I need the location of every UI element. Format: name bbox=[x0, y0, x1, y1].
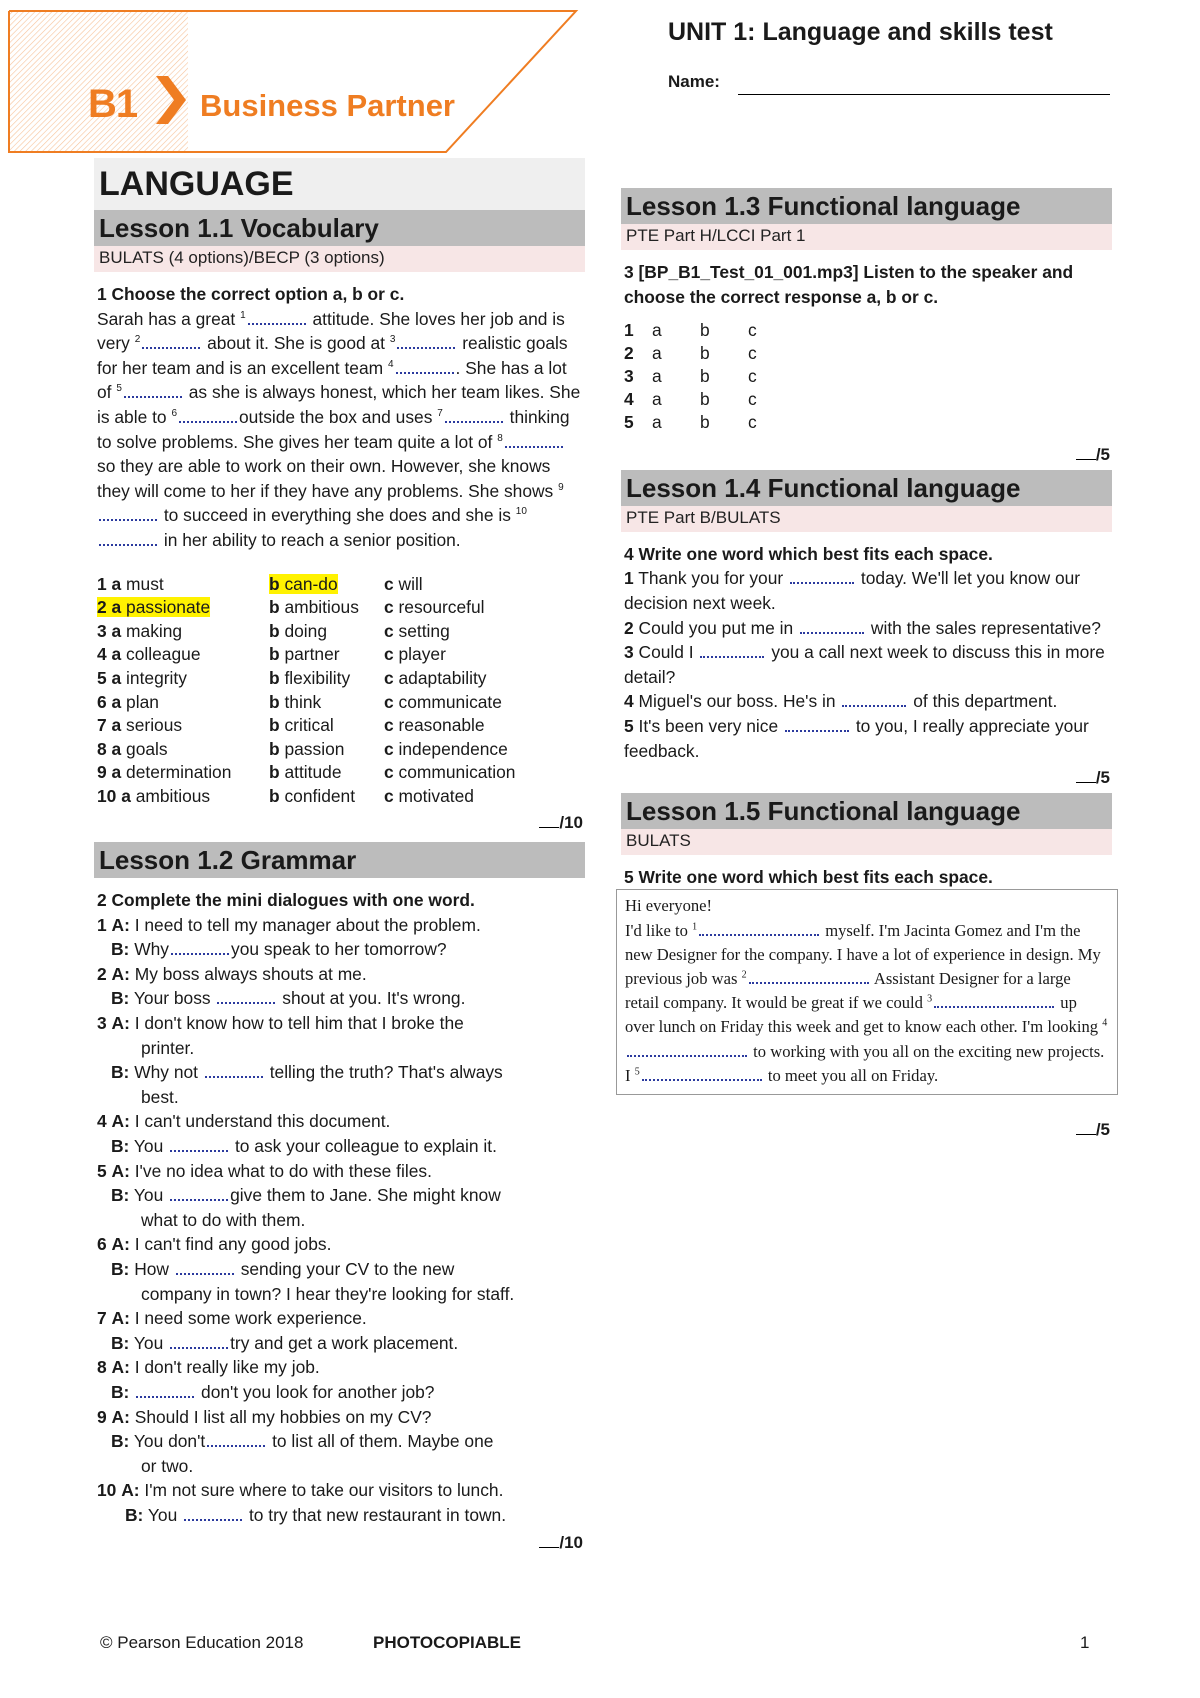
option-row: 2 a passionate b ambitious c resourceful bbox=[97, 597, 485, 618]
gap-7[interactable] bbox=[445, 411, 503, 423]
answer-gap[interactable] bbox=[176, 1263, 234, 1275]
gap-1[interactable] bbox=[248, 313, 306, 325]
score-4: /5 bbox=[624, 765, 1112, 791]
answer-row[interactable]: 4 a b c bbox=[624, 389, 757, 410]
option-row: 3 a making b doing c setting bbox=[97, 620, 450, 641]
footer-copyright: © Pearson Education 2018 bbox=[100, 1633, 304, 1652]
answer-gap[interactable] bbox=[170, 1140, 228, 1152]
dialogue-item: 1 A: I need to tell my manager about the problem. B: Why you speak to her tomorrow? bbox=[97, 914, 481, 960]
lesson-1-3-subtitle: PTE Part H/LCCI Part 1 bbox=[621, 224, 1112, 250]
dialogue-item: 3 A: I don't know how to tell him that I broke the printer. B: Why not telling the truth? That's always best. bbox=[97, 1013, 503, 1107]
answer-gap[interactable] bbox=[934, 996, 1054, 1008]
gap-4[interactable] bbox=[396, 362, 454, 374]
score-blank[interactable] bbox=[1076, 1117, 1096, 1135]
score-blank[interactable] bbox=[1076, 442, 1096, 460]
lesson-1-3-title: Lesson 1.3 Functional language bbox=[621, 188, 1112, 224]
task-4-instruction: 4 Write one word which best fits each space. bbox=[624, 543, 993, 564]
dialogue-item: 2 A: My boss always shouts at me. B: Your boss shout at you. It's wrong. bbox=[97, 963, 466, 1009]
logo-name: Business Partner bbox=[200, 88, 455, 123]
answer-gap[interactable] bbox=[217, 992, 275, 1004]
email-text: Hi everyone! I'd like to $^1$ myself. I'm Jacinta Gomez and I'm the new Designer for the company. I have a lot of experience in design. My previous job was $^2$ Assistant Designer for a large retail company. It would be great if we could $^3$ up over lunch on Friday this week and get to know each other. I'm looking $^4$ to working with you all on the exciting new projects. I $^5$ to meet you all on Friday. bbox=[616, 889, 1118, 1095]
gap-6[interactable] bbox=[179, 411, 237, 423]
lesson-1-5-subtitle: BULATS bbox=[621, 829, 1112, 855]
lesson-1-4-title: Lesson 1.4 Functional language bbox=[621, 470, 1112, 506]
gap-9[interactable] bbox=[99, 509, 157, 521]
task-1-instruction: 1 Choose the correct option a, b or c. bbox=[97, 284, 405, 304]
gap-sentence: 3 Could I you a call next week to discuss this in more detail? bbox=[624, 642, 1105, 687]
dialogue-item: 8 A: I don't really like my job. B: don't you look for another job? bbox=[97, 1357, 435, 1402]
option-row: 7 a serious b critical c reasonable bbox=[97, 715, 485, 736]
name-field[interactable] bbox=[738, 94, 1110, 95]
name-label: Name: bbox=[668, 72, 720, 91]
answer-row[interactable]: 3 a b c bbox=[624, 366, 757, 387]
gap-sentence: 1 Thank you for your today. We'll let you know our decision next week. bbox=[624, 568, 1081, 613]
dialogue-item: 9 A: Should I list all my hobbies on my CV? B: You don't to list all of them. Maybe one or two. bbox=[97, 1406, 494, 1476]
task-4-items bbox=[624, 566, 1112, 763]
score-blank[interactable] bbox=[1076, 765, 1096, 783]
answer-gap[interactable] bbox=[699, 924, 819, 936]
task-3-instruction: 3 [BP_B1_Test_01_001.mp3] Listen to the speaker and choose the correct response a, b or c. bbox=[624, 262, 1074, 307]
gap-sentence: 5 It's been very nice to you, I really appreciate your feedback. bbox=[624, 715, 1089, 761]
dialogue-item: 6 A: I can't find any good jobs. B: How sending your CV to the new company in town? I hear they're looking for staff. bbox=[97, 1234, 515, 1304]
lesson-1-5-title: Lesson 1.5 Functional language bbox=[621, 793, 1112, 829]
lesson-1-1-title: Lesson 1.1 Vocabulary bbox=[94, 210, 585, 246]
answer-gap[interactable] bbox=[171, 943, 229, 955]
task-2-dialogues bbox=[97, 913, 585, 1528]
lesson-1-4-subtitle: PTE Part B/BULATS bbox=[621, 506, 1112, 532]
answer-gap[interactable] bbox=[800, 622, 864, 634]
task-1-options bbox=[97, 573, 585, 809]
section-heading: LANGUAGE bbox=[94, 158, 585, 210]
answer-gap[interactable] bbox=[785, 720, 849, 732]
lesson-1-1-subtitle: BULATS (4 options)/BECP (3 options) bbox=[94, 246, 585, 272]
gap-sentence: 4 Miguel's our boss. He's in of this department. bbox=[624, 691, 1058, 712]
answer-gap[interactable] bbox=[627, 1045, 747, 1057]
gap-sentence: 2 Could you put me in with the sales representative? bbox=[624, 617, 1101, 638]
option-row: 5 a integrity b flexibility c adaptability bbox=[97, 667, 487, 688]
answer-gap[interactable] bbox=[749, 972, 869, 984]
task-1-text: Sarah has a great $^1$ attitude. She loves her job and is very $^2$ about it. She is good at $^3$ realistic goals for her team and is an excellent team $^4$ . She has a lot of $^5$ as she is always honest, which her team likes. She is able to $^6$ outside the box and uses $^7$ thinking to solve problems. She gives her team quite a lot of $^8$ so they are able to work on their own. However, she knows they will come to her if they have any problems. She shows $^9$ to succeed in everything she does and she is $^{10}$ in her ability to reach a senior position. bbox=[97, 308, 581, 550]
brand-logo bbox=[8, 10, 578, 152]
score-3: /5 bbox=[624, 442, 1112, 468]
footer-photocopiable: PHOTOCOPIABLE bbox=[373, 1633, 521, 1652]
right-column bbox=[624, 188, 1112, 1143]
dialogue-item: 4 A: I can't understand this document. B: You to ask your colleague to explain it. bbox=[97, 1111, 497, 1156]
option-row: 4 a colleague b partner c player bbox=[97, 644, 446, 665]
option-row: 10 a ambitious b confident c motivated bbox=[97, 785, 474, 806]
gap-10[interactable] bbox=[99, 534, 157, 546]
option-row: 1 a must b can-do c will bbox=[97, 573, 423, 594]
answer-row[interactable]: 2 a b c bbox=[624, 343, 757, 364]
answer-gap[interactable] bbox=[207, 1435, 265, 1447]
page-number: 1 bbox=[1080, 1633, 1090, 1652]
task-5-instruction: 5 Write one word which best fits each space. bbox=[624, 866, 993, 887]
answer-gap[interactable] bbox=[184, 1509, 242, 1521]
answer-gap[interactable] bbox=[790, 572, 854, 584]
dialogue-item: 7 A: I need some work experience. B: You try and get a work placement. bbox=[97, 1308, 459, 1353]
lesson-1-2-title: Lesson 1.2 Grammar bbox=[94, 842, 585, 878]
gap-2[interactable] bbox=[142, 337, 200, 349]
answer-row[interactable]: 5 a b c bbox=[624, 412, 757, 433]
task-3-answers bbox=[624, 319, 1112, 434]
score-1: /10 bbox=[97, 810, 585, 836]
score-blank[interactable] bbox=[539, 810, 559, 828]
option-row: 8 a goals b passion c independence bbox=[97, 738, 508, 759]
answer-gap[interactable] bbox=[136, 1386, 194, 1398]
left-column bbox=[97, 158, 585, 1555]
score-2: /10 bbox=[97, 1530, 585, 1556]
gap-3[interactable] bbox=[397, 337, 455, 349]
answer-gap[interactable] bbox=[170, 1189, 228, 1201]
logo-level: B1 bbox=[88, 82, 138, 126]
score-blank[interactable] bbox=[539, 1530, 559, 1548]
gap-8[interactable] bbox=[505, 436, 563, 448]
gap-5[interactable] bbox=[124, 386, 182, 398]
score-5: /5 bbox=[624, 1117, 1112, 1143]
answer-gap[interactable] bbox=[700, 646, 764, 658]
dialogue-item: 10 A: I'm not sure where to take our visitors to lunch. B: You to try that new restaurant in town. bbox=[97, 1480, 507, 1525]
task-2-instruction: 2 Complete the mini dialogues with one word. bbox=[97, 890, 475, 911]
option-row: 6 a plan b think c communicate bbox=[97, 691, 502, 712]
answer-gap[interactable] bbox=[205, 1066, 263, 1078]
unit-title: UNIT 1: Language and skills test bbox=[668, 18, 1053, 46]
answer-row[interactable]: 1 a b c bbox=[624, 320, 757, 341]
answer-gap[interactable] bbox=[170, 1337, 228, 1349]
option-row: 9 a determination b attitude c communication bbox=[97, 762, 516, 783]
answer-gap[interactable] bbox=[842, 695, 906, 707]
answer-gap[interactable] bbox=[642, 1069, 762, 1081]
dialogue-item: 5 A: I've no idea what to do with these files. B: You give them to Jane. She might know what to do with them. bbox=[97, 1160, 501, 1230]
